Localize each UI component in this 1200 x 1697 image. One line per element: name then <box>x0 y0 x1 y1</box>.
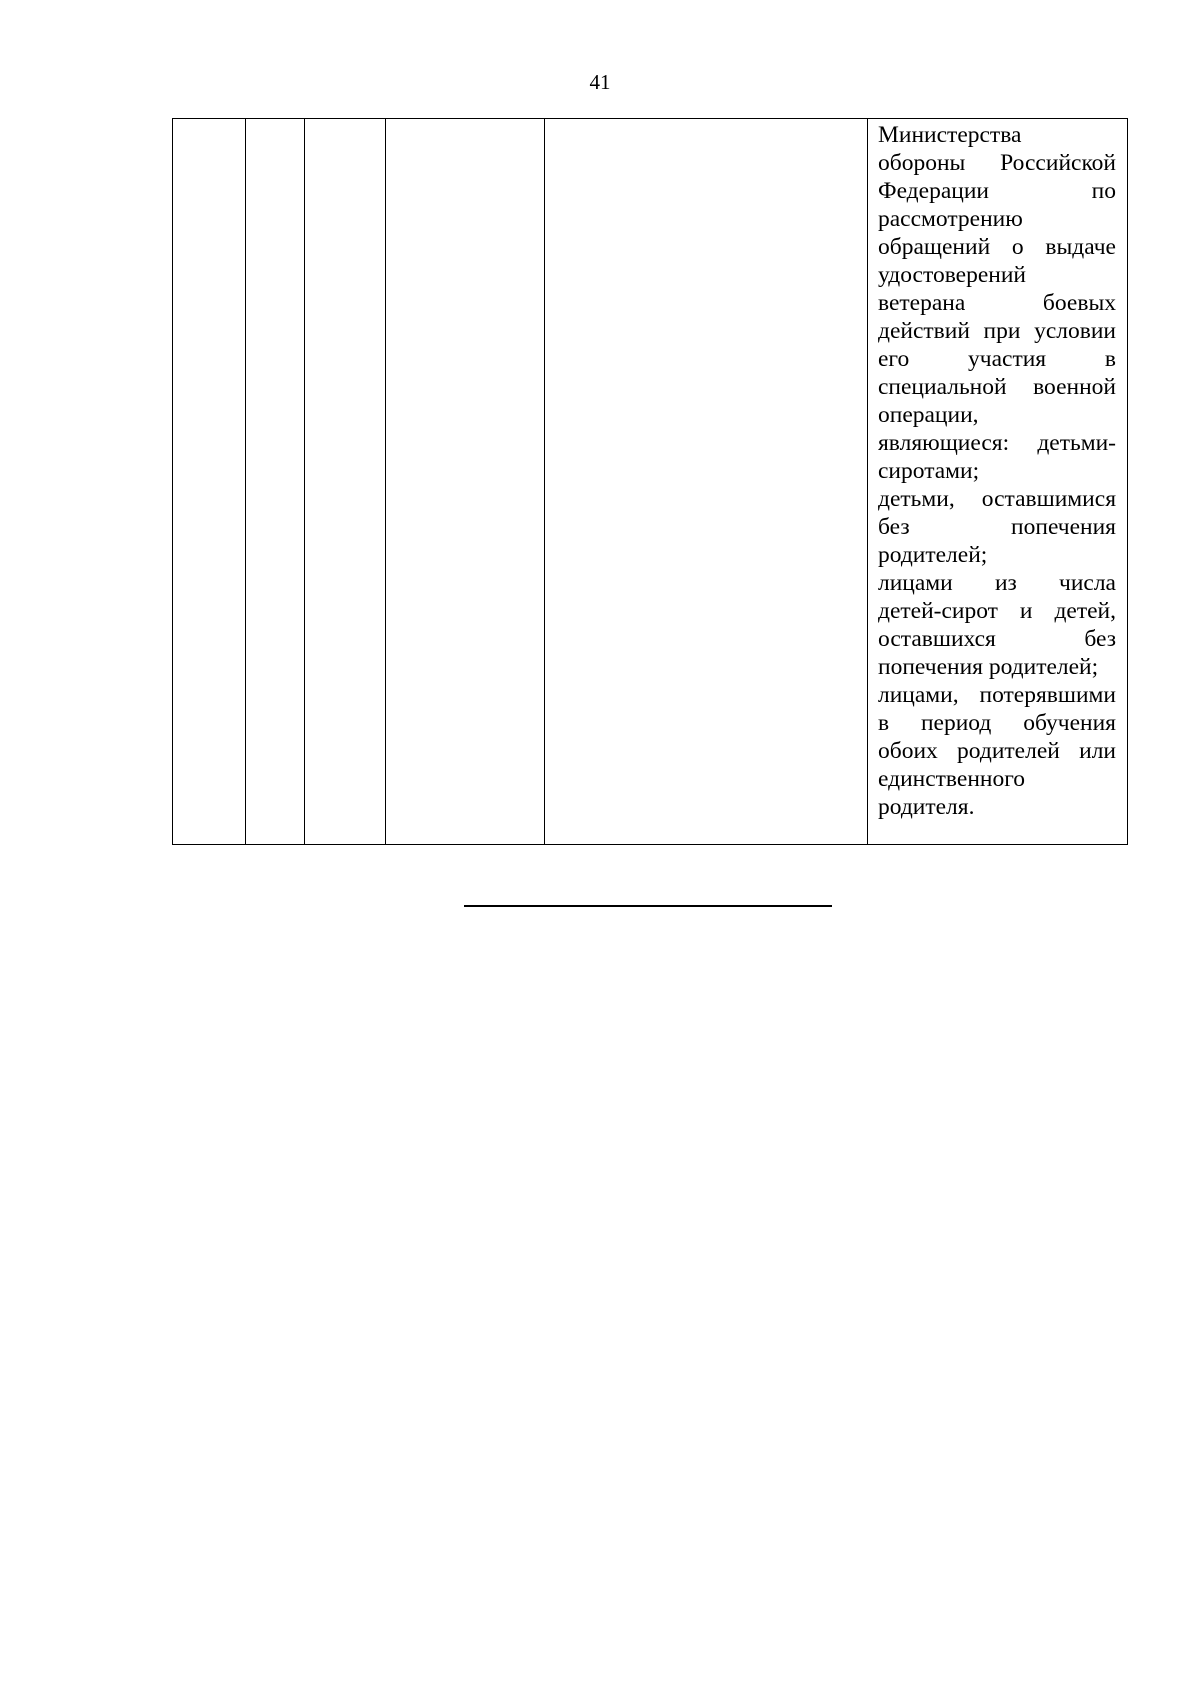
text-line: лицами из числа <box>878 570 1116 596</box>
text-line: специальной военной <box>878 374 1116 400</box>
text-line: являющиеся: детьми- <box>878 430 1116 456</box>
text-line: оставшихся без <box>878 626 1116 652</box>
table-cell-col-5 <box>545 119 868 845</box>
text-line: детей-сирот и детей, <box>878 598 1116 624</box>
text-line: сиротами; <box>878 458 980 484</box>
text-line: без попечения <box>878 514 1116 540</box>
eligibility-text <box>868 119 1127 821</box>
text-line: Федерации по <box>878 178 1116 204</box>
text-line: Министерства <box>878 122 1022 148</box>
continuation-table <box>172 118 1128 845</box>
text-line: родителя. <box>878 794 975 820</box>
table-cell-col-3 <box>305 119 386 845</box>
text-line: удостоверений <box>878 262 1026 288</box>
text-line: лицами, потерявшими <box>878 682 1116 708</box>
table-cell-col-4 <box>386 119 545 845</box>
text-line: обороны Российской <box>878 150 1116 176</box>
end-of-document-rule <box>464 905 832 907</box>
table-cell-col-1 <box>173 119 246 845</box>
text-line: попечения родителей; <box>878 654 1099 680</box>
table-cell-col-2 <box>246 119 305 845</box>
text-line: операции, <box>878 402 979 428</box>
text-line: обращений о выдаче <box>878 234 1116 260</box>
table-row <box>173 119 1128 845</box>
text-line: рассмотрению <box>878 206 1023 232</box>
table-cell-col-6 <box>868 119 1128 845</box>
text-line: действий при условии <box>878 318 1116 344</box>
text-line: ветерана боевых <box>878 290 1116 316</box>
text-line: в период обучения <box>878 710 1116 736</box>
page-number: 41 <box>589 70 611 94</box>
text-line: детьми, оставшимися <box>878 486 1116 512</box>
text-line: родителей; <box>878 542 988 568</box>
text-line: его участия в <box>878 346 1116 372</box>
text-line: единственного <box>878 766 1026 792</box>
text-line: обоих родителей или <box>878 738 1116 764</box>
